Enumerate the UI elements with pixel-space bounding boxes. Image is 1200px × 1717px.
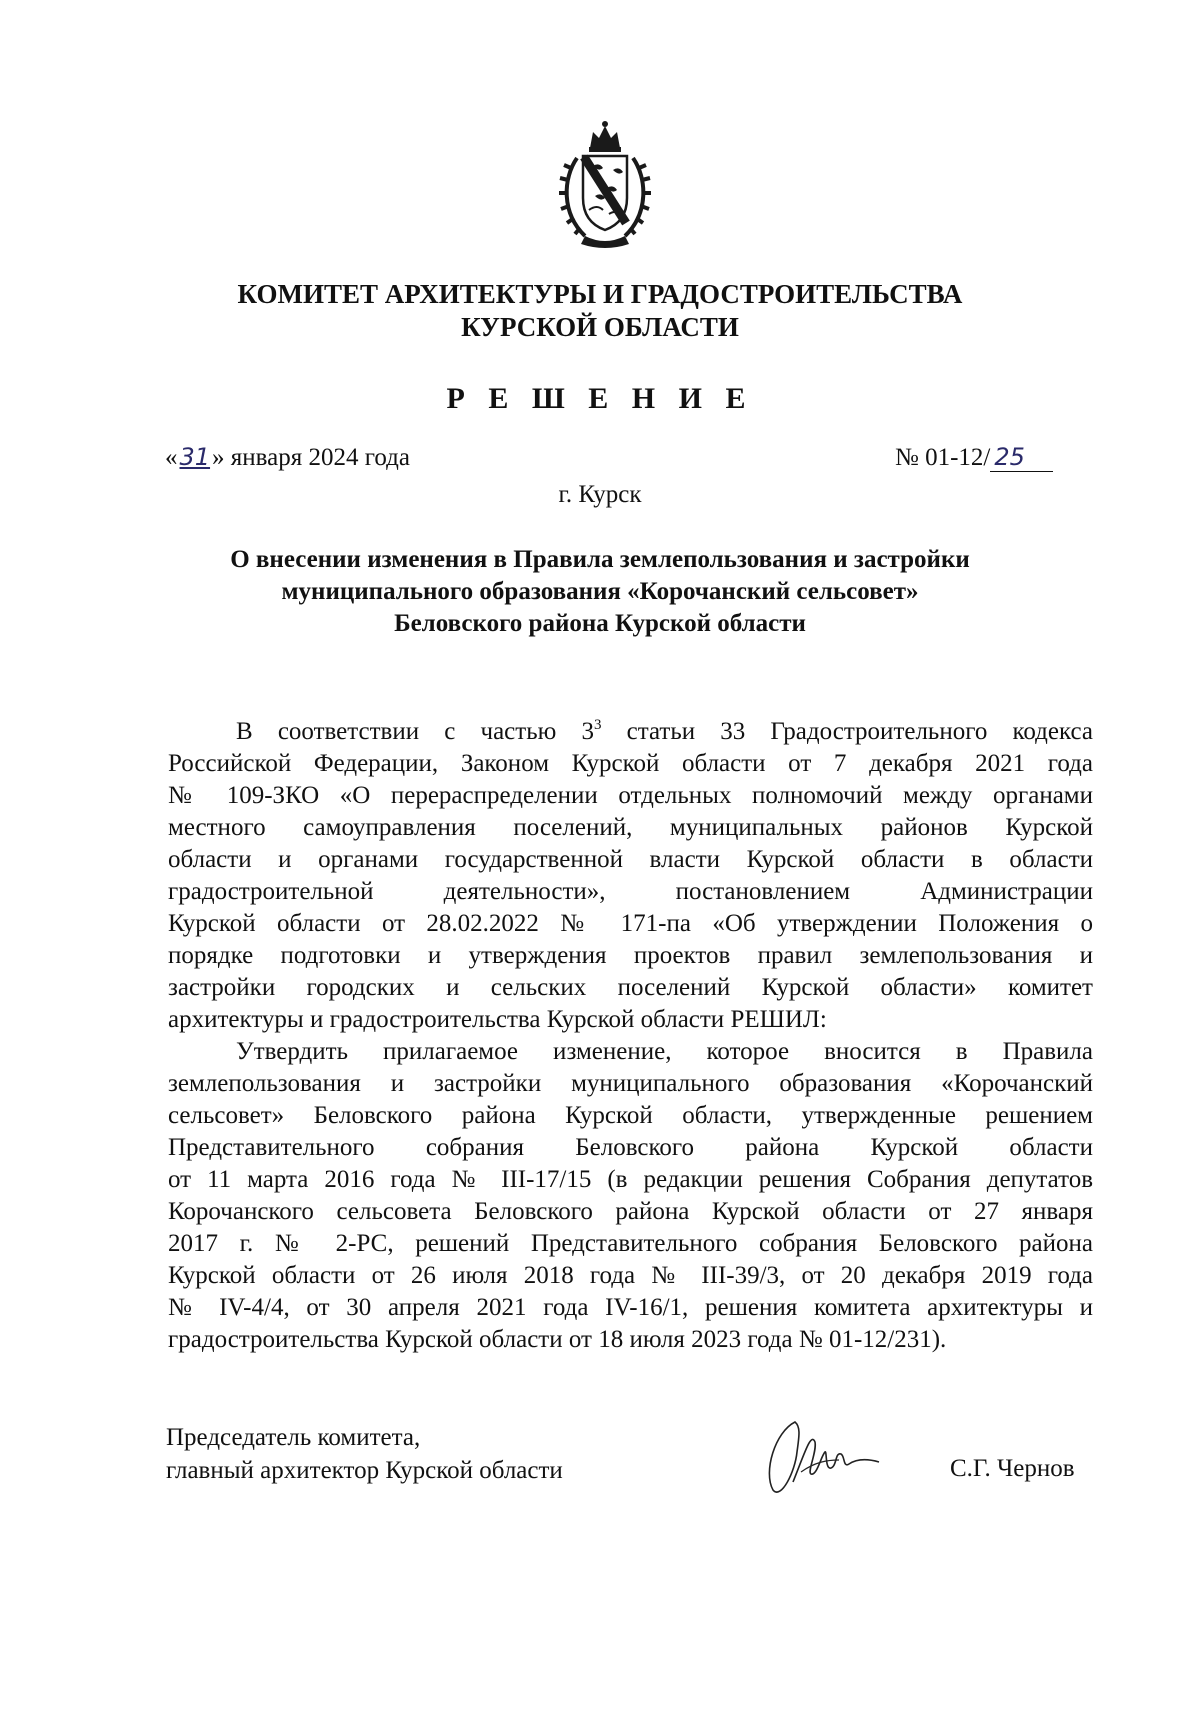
body-text-segment: статьи 33 Градостроительного кодекса xyxy=(601,718,1093,745)
signatory-title-line1: Председатель комитета, xyxy=(166,1424,421,1451)
document-type-title: Р Е Ш Е Н И Е xyxy=(446,382,754,415)
date-month-year: » января 2024 года xyxy=(212,444,410,471)
body-paragraph2-line: 2017 г. № 2-РС, решений Представительного собрания Беловского района xyxy=(168,1230,1093,1257)
superscript: 3 xyxy=(593,717,602,733)
body-paragraph1-line: области и органами государственной власти Курской области в области xyxy=(168,846,1093,873)
kursk-coat-of-arms-icon xyxy=(555,118,655,253)
signatory-title-line2: главный архитектор Курской области xyxy=(166,1457,563,1484)
body-paragraph1-line: № 109-ЗКО «О перераспределении отдельных полномочий между органами xyxy=(168,782,1093,809)
body-paragraph1-line: Курской области от 28.02.2022 № 171-па «Об утверждении Положения о xyxy=(168,910,1093,937)
date-open-quote: « xyxy=(165,444,178,471)
body-paragraph2-line: Курской области от 26 июля 2018 года № III-39/3, от 20 декабря 2019 года xyxy=(168,1262,1093,1289)
subject-line3: Беловского района Курской области xyxy=(394,610,806,637)
body-paragraph2-line: Корочанского сельсовета Беловского района Курской области от 27 января xyxy=(168,1198,1093,1225)
body-paragraph1-line: порядке подготовки и утверждения проектов правил землепользования и xyxy=(168,942,1093,969)
body-paragraph2-line: градостроительства Курской области от 18 июля 2023 года № 01-12/231). xyxy=(168,1326,947,1353)
body-paragraph2-line: Утвердить прилагаемое изменение, которое вносится в Правила xyxy=(236,1038,1093,1065)
handwritten-signature xyxy=(755,1412,885,1498)
organization-name-line2: КУРСКОЙ ОБЛАСТИ xyxy=(461,312,739,342)
handwritten-day: 31 xyxy=(179,443,211,471)
document-city: г. Курск xyxy=(558,481,642,508)
body-paragraph1-line: застройки городских и сельских поселений Курской области» комитет xyxy=(168,974,1093,1001)
body-paragraph2-line: № IV-4/4, от 30 апреля 2021 года IV-16/1, решения комитета архитектуры и xyxy=(168,1294,1093,1321)
body-paragraph1-line: местного самоуправления поселений, муниципальных районов Курской xyxy=(168,814,1093,841)
subject-line1: О внесении изменения в Правила землепользования и застройки xyxy=(230,546,970,573)
body-paragraph1-line: архитектуры и градостроительства Курской области РЕШИЛ: xyxy=(168,1006,827,1033)
signatory-name: С.Г. Чернов xyxy=(950,1455,1075,1482)
document-number xyxy=(895,443,1053,472)
body-paragraph2-line: сельсовет» Беловского района Курской области, утвержденные решением xyxy=(168,1102,1093,1129)
subject-line2: муниципального образования «Корочанский сельсовет» xyxy=(281,578,919,605)
body-paragraph1-line: Российской Федерации, Законом Курской области от 7 декабря 2021 года xyxy=(168,750,1093,777)
body-paragraph2-line: землепользования и застройки муниципального образования «Корочанский xyxy=(168,1070,1093,1097)
body-paragraph2-line: Представительного собрания Беловского района Курской области xyxy=(168,1134,1093,1161)
document-date xyxy=(165,443,410,472)
handwritten-number: 25 xyxy=(990,443,1053,472)
document-number-prefix: № 01-12/ xyxy=(895,444,991,471)
organization-name-line1: КОМИТЕТ АРХИТЕКТУРЫ И ГРАДОСТРОИТЕЛЬСТВА xyxy=(237,279,963,309)
body-paragraph1-line: градостроительной деятельности», постановлением Администрации xyxy=(168,878,1093,905)
body-paragraph2-line: от 11 марта 2016 года № III-17/15 (в редакции решения Собрания депутатов xyxy=(168,1166,1093,1193)
body-text-segment: В соответствии с частью 3 xyxy=(236,718,594,745)
body-paragraph1-line xyxy=(236,716,1093,748)
